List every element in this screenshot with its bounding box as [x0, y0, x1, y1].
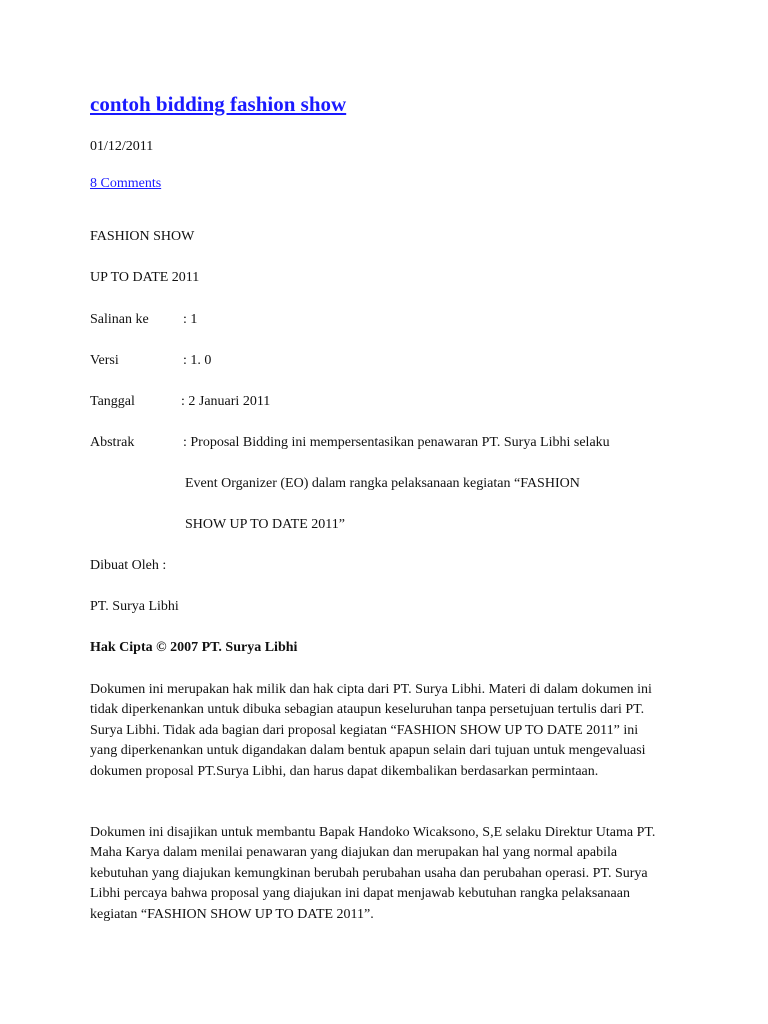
field-abstrak-line-3: SHOW UP TO DATE 2011” — [185, 517, 345, 532]
post-title-link[interactable]: contoh bidding fashion show — [90, 92, 347, 116]
field-abstrak-label: Abstrak — [90, 435, 135, 450]
field-tanggal-label: Tanggal — [90, 394, 135, 409]
document-heading-up-to-date: UP TO DATE 2011 — [90, 270, 200, 285]
post-date: 01/12/2011 — [90, 139, 154, 154]
paragraph-copyright-notice: Dokumen ini merupakan hak milik dan hak cipta dari PT. Surya Libhi. Materi di dalam dokumen ini tidak diperkenankan untuk dibuka sebagian ataupun keseluruhan tanpa persetujuan tertulis dari PT. Surya Libhi. Tidak ada bagian dari proposal kegiatan “FASHION SHOW UP TO DATE 2011” ini yang diperkenankan untuk digandakan dalam bentuk apapun selain dari tujuan untuk mengevaluasi dokumen proposal PT.Surya Libhi, dan harus dapat dikembalikan berdasarkan permintaan. — [90, 682, 652, 779]
field-abstrak-line-2: Event Organizer (EO) dalam rangka pelaksanaan kegiatan “FASHION — [185, 476, 580, 491]
field-salinan — [90, 311, 690, 329]
field-versi-label: Versi — [90, 353, 119, 368]
field-tanggal-value: : 2 Januari 2011 — [181, 394, 271, 409]
field-tanggal — [90, 393, 690, 411]
paragraph-purpose: Dokumen ini disajikan untuk membantu Bapak Handoko Wicaksono, S,E selaku Direktur Utama PT. Maha Karya dalam menilai penawaran yang diajukan dan merupakan hal yang normal apabila kebutuhan yang diajukan kemungkinan berubah perubahan usaha dan perubahan operasi. PT. Surya Libhi percaya bahwa proposal yang diajukan ini dapat menjawab kebutuhan rangka pelaksanaan kegiatan “FASHION SHOW UP TO DATE 2011”. — [90, 825, 656, 922]
field-versi — [90, 352, 690, 370]
field-salinan-value: : 1 — [183, 312, 198, 327]
field-abstrak-line-1: : Proposal Bidding ini mempersentasikan penawaran PT. Surya Libhi selaku — [183, 435, 610, 450]
field-abstrak — [90, 434, 690, 452]
comments-link[interactable]: 8 Comments — [90, 176, 162, 191]
created-by-label: Dibuat Oleh : — [90, 558, 167, 573]
document-heading-fashion-show: FASHION SHOW — [90, 229, 195, 244]
field-versi-value: : 1. 0 — [183, 353, 212, 368]
field-salinan-label: Salinan ke — [90, 312, 149, 327]
company-name: PT. Surya Libhi — [90, 599, 179, 614]
copyright-heading: Hak Cipta © 2007 PT. Surya Libhi — [90, 640, 298, 655]
